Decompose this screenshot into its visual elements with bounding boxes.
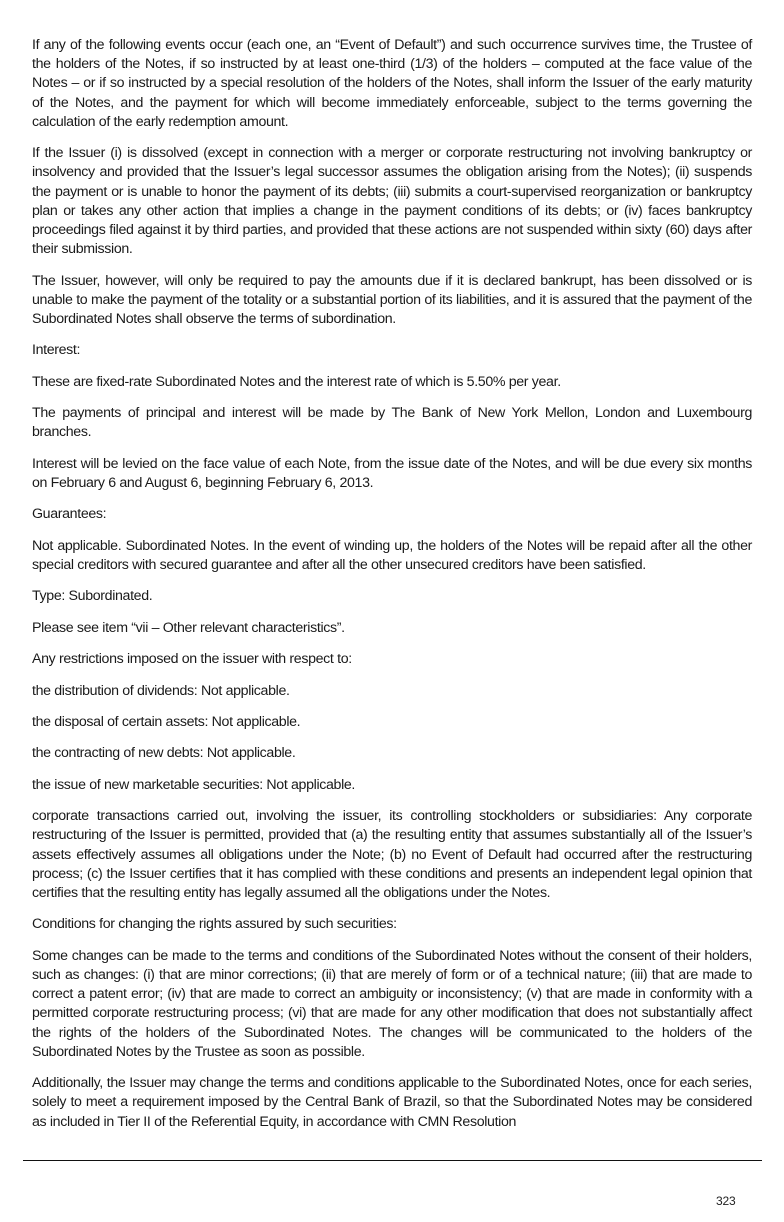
footer-divider xyxy=(23,1160,762,1161)
restriction-dividends: the distribution of dividends: Not applicable. xyxy=(32,682,290,699)
paragraph-paying-agent: The payments of principal and interest will be made by The Bank of New York Mellon, London and Luxembourg branches. xyxy=(32,405,752,441)
paragraph-type: Type: Subordinated. xyxy=(32,588,153,605)
restriction-asset-disposal: the disposal of certain assets: Not applicable. xyxy=(32,713,301,730)
restriction-corporate-transactions: corporate transactions carried out, involving the issuer, its controlling stockholders or subsidiaries: Any corporate restructuring of the Issuer is permitted, provided that (a) the resulting entity that assumes substantially all of the Issuer’s assets effectively assumes all obligations under the Note; (b) no Event of Default had occurred after the restructuring process; (c) the Issuer certifies that it has complied with these conditions and presents an independent legal opinion that certifies that the resulting entity has legally assumed all the obligations under the Notes. xyxy=(32,808,752,901)
paragraph-interest-rate: These are fixed-rate Subordinated Notes and the interest rate of which is 5.50% per year. xyxy=(32,373,561,390)
document-body xyxy=(32,36,752,1144)
paragraph-event-of-default: If any of the following events occur (each one, an “Event of Default”) and such occurrence survives time, the Trustee of the holders of the Notes, if so instructed by at least one-third (1/3) of the holders – computed at the face value of the Notes – or if so instructed by a special resolution of the holders of the Notes, shall inform the Issuer of the early maturity of the Notes, and the payment for which will become immediately enforceable, subject to the terms governing the calculation of the early redemption amount. xyxy=(32,37,752,130)
heading-conditions-for-changing-rights: Conditions for changing the rights assured by such securities: xyxy=(32,916,397,933)
paragraph-see-item: Please see item “vii – Other relevant characteristics”. xyxy=(32,619,345,636)
heading-restrictions: Any restrictions imposed on the issuer with respect to: xyxy=(32,651,352,668)
restriction-new-securities: the issue of new marketable securities: Not applicable. xyxy=(32,776,356,793)
page-number: 323 xyxy=(716,1194,736,1208)
paragraph-interest-schedule: Interest will be levied on the face value of each Note, from the issue date of the Notes, and will be due every six months on February 6 and August 6, beginning February 6, 2013. xyxy=(32,455,752,491)
paragraph-guarantees: Not applicable. Subordinated Notes. In the event of winding up, the holders of the Notes will be repaid after all the other special creditors with secured guarantee and after all the other unsecured creditors have been satisfied. xyxy=(32,537,752,573)
paragraph-issuer-dissolution: If the Issuer (i) is dissolved (except in connection with a merger or corporate restructuring not involving bankruptcy or insolvency and provided that the Issuer’s legal successor assumes the obligation arising from the Notes); (ii) suspends the payment or is unable to honor the payment of its debts; (iii) submits a court-supervised reorganization or bankruptcy plan or takes any other action that implies a change in the payment conditions of its debts; or (iv) faces bankruptcy proceedings filed against it by third parties, and provided that these actions are not suspended within sixty (60) days after their submission. xyxy=(32,145,752,258)
restriction-new-debts: the contracting of new debts: Not applicable. xyxy=(32,745,296,762)
paragraph-central-bank-changes: Additionally, the Issuer may change the terms and conditions applicable to the Subordinated Notes, once for each series, solely to meet a requirement imposed by the Central Bank of Brazil, so that the Subordinated Notes may be considered as included in Tier II of the Referential Equity, in accordance with CMN Resolution xyxy=(32,1075,752,1130)
heading-guarantees: Guarantees: xyxy=(32,506,107,523)
paragraph-payment-obligation: The Issuer, however, will only be required to pay the amounts due if it is declared bankrupt, has been dissolved or is unable to make the payment of the totality or a substantial portion of its liabilities, and it is assured that the payment of the Subordinated Notes shall observe the terms of subordination. xyxy=(32,272,752,328)
heading-interest: Interest: xyxy=(32,342,81,359)
paragraph-permitted-changes: Some changes can be made to the terms and conditions of the Subordinated Notes without the consent of their holders, such as changes: (i) that are minor corrections; (ii) that are merely of form or of a technical nature; (iii) that are made to correct a patent error; (iv) that are made to correct an ambiguity or inconsistency; (v) that are made in conformity with a permitted corporate restructuring process; (vi) that are made for any other modification that does not substantially affect the rights of the holders of the Subordinated Notes. The changes will be communicated to the holders of the Subordinated Notes by the Trustee as soon as possible. xyxy=(32,947,752,1060)
